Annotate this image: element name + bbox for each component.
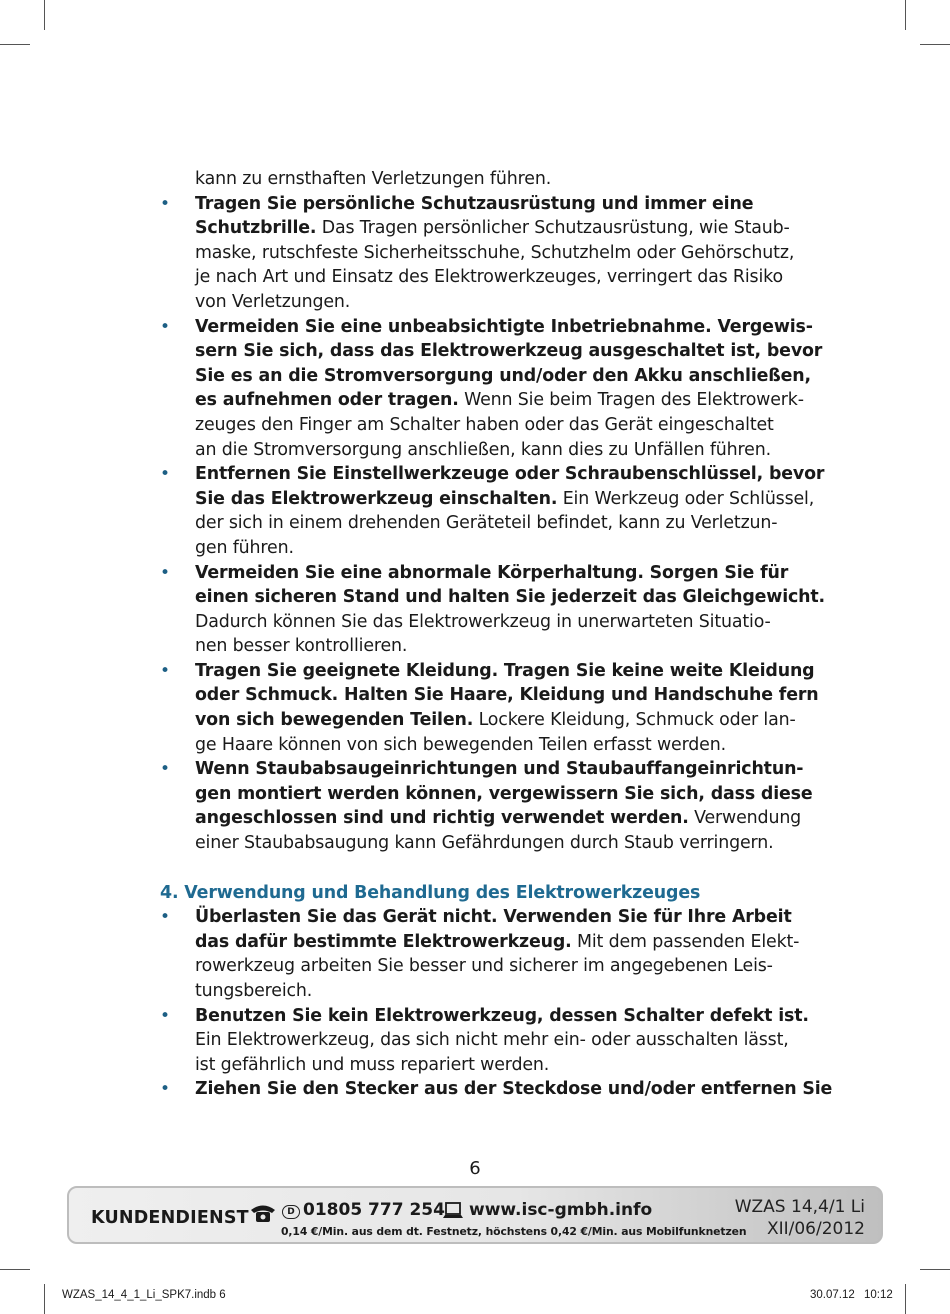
- rate-note: 0,14 €/Min. aus dem dt. Festnetz, höchstens 0,42 €/Min. aus Mobilfunknetzen: [281, 1225, 747, 1238]
- regular-text: zeuges den Finger am Schalter haben oder das Gerät eingeschaltet: [195, 414, 774, 435]
- regular-text: Wenn Sie beim Tragen des Elektrowerk-: [458, 390, 804, 411]
- crop-mark-top-left-h: [0, 44, 30, 45]
- bold-text: angeschlossen sind und richtig verwendet werden.: [195, 808, 689, 829]
- regular-text: tungsbereich.: [195, 981, 313, 1001]
- bold-text: Sie das Elektrowerkzeug einschalten.: [195, 488, 558, 509]
- list-item: [160, 192, 795, 315]
- text-line: [195, 216, 792, 241]
- text-line: [195, 1004, 809, 1029]
- list-item: [160, 315, 823, 463]
- print-slug-datetime: 30.07.12 10:12: [810, 1289, 893, 1301]
- text-line: [195, 388, 804, 413]
- regular-text: Lockere Kleidung, Schmuck oder lan-: [473, 710, 796, 731]
- badge-icon: D: [282, 1205, 300, 1219]
- regular-text: Das Tragen persönlicher Schutzausrüstung, wie Staub-: [316, 218, 790, 239]
- model-code: [735, 1196, 865, 1240]
- text-line: [195, 413, 792, 438]
- text-line: [195, 241, 795, 266]
- bold-text: Schutzbrille.: [195, 218, 317, 239]
- bold-text: Vermeiden Sie eine abnormale Körperhaltung. Sorgen Sie für: [195, 562, 789, 583]
- bold-text: Tragen Sie persönliche Schutzausrüstung und immer eine: [195, 193, 754, 214]
- regular-text: einer Staubabsaugung kann Gefährdungen durch Staub verringern.: [195, 833, 774, 854]
- regular-text: maske, rutschfeste Sicherheitsschuhe, Schutzhelm oder Gehörschutz,: [195, 242, 795, 263]
- text-line: [195, 634, 792, 659]
- text-line: [195, 708, 796, 733]
- bold-text: sern Sie sich, dass das Elektrowerkzeug ausgeschaltet ist, bevor: [195, 341, 823, 362]
- text-line: [195, 561, 792, 586]
- list-item: [160, 905, 800, 1003]
- telephone-icon: [249, 1202, 277, 1224]
- text-line: [195, 683, 819, 708]
- text-line: [195, 511, 792, 536]
- text-line: [195, 610, 792, 635]
- regular-text: ist gefährlich und muss repariert werden.: [195, 1054, 550, 1075]
- regular-text: an die Stromversorgung anschließen, kann dies zu Unfällen führen.: [195, 439, 771, 460]
- text-line: [195, 192, 792, 217]
- text-line: [195, 585, 826, 610]
- page-number: 6: [469, 1158, 481, 1179]
- crop-mark-bottom-right-v: [905, 1284, 906, 1314]
- service-label: KUNDENDIENST: [91, 1208, 249, 1228]
- crop-mark-bottom-left-h: [0, 1269, 30, 1270]
- bold-text: oder Schmuck. Halten Sie Haare, Kleidung und Handschuhe fern: [195, 685, 819, 706]
- text-line: [195, 290, 792, 315]
- model-line-1: WZAS 14,4/1 Li: [734, 1197, 865, 1217]
- continuation-line: kann zu ernsthaften Verletzungen führen.: [195, 169, 552, 189]
- text-line: [195, 364, 811, 389]
- list-item: [160, 462, 825, 560]
- regular-text: der sich in einem drehenden Geräteteil befindet, kann zu Verletzun-: [195, 513, 778, 534]
- regular-text: nen besser kontrollieren.: [195, 636, 408, 657]
- list-item: [160, 561, 826, 659]
- text-line: [195, 757, 804, 782]
- crop-mark-bottom-right-h: [920, 1269, 950, 1270]
- crop-mark-top-right-h: [920, 44, 950, 45]
- print-slug-file: WZAS_14_4_1_Li_SPK7.indb 6: [62, 1289, 226, 1301]
- bold-text: Sie es an die Stromversorgung und/oder den Akku anschließen,: [195, 365, 811, 386]
- bullet-icon: •: [160, 660, 170, 681]
- text-line: [195, 462, 825, 487]
- website-link[interactable]: www.isc-gmbh.info: [469, 1200, 653, 1220]
- bold-text: Entfernen Sie Einstellwerkzeuge oder Schraubenschlüssel, bevor: [195, 464, 825, 485]
- regular-text: Dadurch können Sie das Elektrowerkzeug in unerwarteten Situatio-: [195, 611, 771, 632]
- regular-text: je nach Art und Einsatz des Elektrowerkzeuges, verringert das Risiko: [195, 267, 783, 288]
- list-item: [160, 1004, 809, 1078]
- bold-text: das dafür bestimmte Elektrowerkzeug.: [195, 931, 572, 952]
- bullet-icon: •: [160, 193, 170, 214]
- bold-text: von sich bewegenden Teilen.: [195, 710, 474, 731]
- bold-text: Wenn Staubabsaugeinrichtungen und Staubauffangeinrichtun-: [195, 759, 804, 780]
- crop-mark-top-right-v: [905, 0, 906, 30]
- bullet-icon: •: [160, 759, 170, 780]
- text-line: [195, 733, 792, 758]
- safety-list: [160, 192, 826, 856]
- bullet-icon: •: [160, 316, 170, 337]
- bold-text: Tragen Sie geeignete Kleidung. Tragen Sie keine weite Kleidung: [195, 660, 815, 681]
- bold-text: einen sicheren Stand und halten Sie jederzeit das Gleichgewicht.: [195, 587, 826, 608]
- customer-service-bar: [67, 1186, 883, 1244]
- bold-text: Benutzen Sie kein Elektrowerkzeug, dessen Schalter defekt ist.: [195, 1005, 809, 1026]
- text-line: [195, 905, 792, 930]
- text-line: [195, 659, 815, 684]
- text-line: [195, 930, 800, 955]
- text-line: [195, 979, 792, 1004]
- text-line: [195, 339, 823, 364]
- text-line: [195, 954, 792, 979]
- usage-list: [160, 905, 833, 1102]
- bold-text: Ziehen Sie den Stecker aus der Steckdose und/oder entfernen Sie: [195, 1079, 833, 1100]
- bold-text: Überlasten Sie das Gerät nicht. Verwenden Sie für Ihre Arbeit: [195, 907, 792, 928]
- text-line: [195, 782, 813, 807]
- text-line: [195, 536, 792, 561]
- regular-text: gen führen.: [195, 537, 294, 558]
- bullet-icon: •: [160, 907, 170, 928]
- text-line: [195, 1028, 792, 1053]
- text-line: [195, 315, 813, 340]
- regular-text: Ein Elektrowerkzeug, das sich nicht mehr ein- oder ausschalten lässt,: [195, 1030, 789, 1051]
- text-line: [195, 1077, 833, 1102]
- crop-mark-top-left-v: [44, 0, 45, 30]
- bold-text: Vermeiden Sie eine unbeabsichtigte Inbetriebnahme. Vergewis-: [195, 316, 813, 337]
- bullet-icon: •: [160, 1079, 170, 1100]
- text-line: [195, 487, 815, 512]
- body-text: [160, 167, 833, 1102]
- text-line: [195, 831, 792, 856]
- regular-text: Verwendung: [688, 808, 802, 829]
- text-line: [195, 438, 792, 463]
- text-line: [195, 1053, 792, 1078]
- bullet-icon: •: [160, 464, 170, 485]
- regular-text: Mit dem passenden Elekt-: [571, 931, 800, 952]
- bold-text: gen montiert werden können, vergewissern Sie sich, dass diese: [195, 783, 813, 804]
- regular-text: ge Haare können von sich bewegenden Teilen erfasst werden.: [195, 734, 726, 755]
- section-heading: 4. Verwendung und Behandlung des Elektrowerkzeuges: [160, 882, 701, 903]
- crop-mark-bottom-left-v: [44, 1284, 45, 1314]
- phone-number: 01805 777 254: [303, 1200, 445, 1220]
- list-item: [160, 1077, 833, 1102]
- laptop-icon: [442, 1201, 464, 1221]
- text-line: [195, 265, 792, 290]
- model-line-2: XII/06/2012: [766, 1219, 865, 1239]
- text-line: [195, 806, 802, 831]
- bullet-icon: •: [160, 562, 170, 583]
- bullet-icon: •: [160, 1005, 170, 1026]
- bold-text: es aufnehmen oder tragen.: [195, 390, 459, 411]
- regular-text: rowerkzeug arbeiten Sie besser und sicherer im angegebenen Leis-: [195, 956, 773, 977]
- list-item: [160, 757, 813, 855]
- regular-text: von Verletzungen.: [195, 291, 351, 312]
- regular-text: Ein Werkzeug oder Schlüssel,: [557, 488, 815, 509]
- list-item: [160, 659, 819, 757]
